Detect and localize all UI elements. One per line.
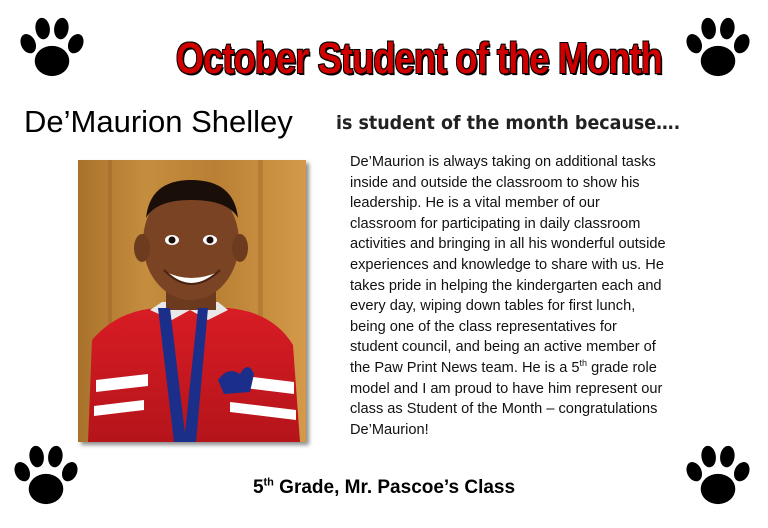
paw-print-icon <box>682 440 754 512</box>
student-photo <box>78 160 306 442</box>
body-line: takes pride in helping the kindergarten each and <box>350 277 662 294</box>
body-line: De’Maurion is always taking on additional tasks <box>350 154 656 170</box>
body-line: classroom for participating in daily classroom <box>350 215 641 232</box>
body-paragraph <box>350 152 732 440</box>
student-name: De’Maurion Shelley <box>24 104 293 139</box>
body-line: inside and outside the classroom to show his <box>350 174 640 191</box>
page-title: October Student of the Month <box>175 34 663 83</box>
paw-print-icon <box>10 440 82 512</box>
body-line: leadership. He is a vital member of our <box>350 195 600 212</box>
body-line: experiences and knowledge to share with us. He <box>350 256 664 273</box>
body-line: student council, and being an active member of <box>350 339 656 356</box>
body-line: model and I am proud to have him represent our <box>350 380 663 397</box>
paw-print-icon <box>682 12 754 84</box>
body-line: the Paw Print News team. He is a 5th grade role <box>350 358 657 376</box>
body-line: every day, wiping down tables for first lunch, <box>350 298 636 315</box>
paw-print-icon <box>16 12 88 84</box>
body-line: De’Maurion! <box>350 421 429 438</box>
body-line: activities and bringing in all his wonderful outside <box>350 236 666 253</box>
reason-heading: is student of the month because…. <box>336 112 681 134</box>
body-line: class as Student of the Month – congratulations <box>350 401 658 418</box>
body-line: being one of the class representatives for <box>350 318 617 335</box>
class-footer: 5th Grade, Mr. Pascoe’s Class <box>252 476 516 498</box>
